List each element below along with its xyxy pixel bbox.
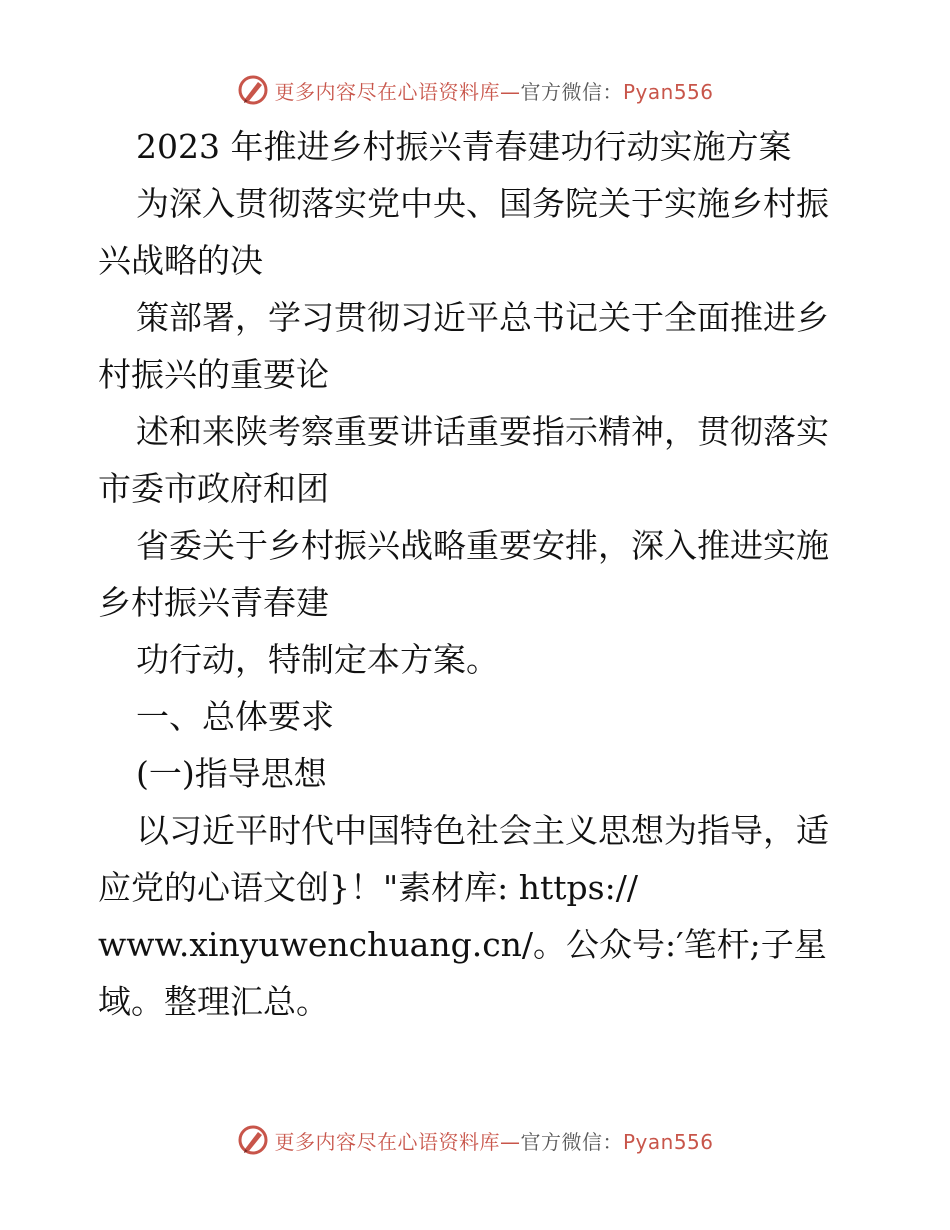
banner-official-label: 官方微信： <box>520 1129 623 1154</box>
paragraph-line: 功行动，特制定本方案。 <box>136 640 499 679</box>
document-title: 2023 年推进乡村振兴青春建功行动实施方案 <box>136 127 792 166</box>
paragraph-line: 为深入贯彻落实党中央、国务院关于实施乡村振 <box>136 184 829 223</box>
banner-wechat-id: Pyan556 <box>622 1129 714 1154</box>
paragraph-line: 应党的心语文创}！"素材库: https:// <box>98 868 638 907</box>
paragraph-line: 域。整理汇总。 <box>98 982 329 1021</box>
pen-logo-icon <box>236 73 270 107</box>
banner-brand: 更多内容尽在心语资料库 <box>274 79 500 104</box>
paragraph-line: 市委市政府和团 <box>98 469 329 508</box>
section-heading: 一、总体要求 <box>136 697 334 736</box>
paragraph-line: 述和来陕考察重要讲话重要指示精神，贯彻落实 <box>136 412 829 451</box>
paragraph-line: 以习近平时代中国特色社会主义思想为指导，适 <box>136 811 829 850</box>
paragraph-line: 省委关于乡村振兴战略重要安排，深入推进实施 <box>136 526 829 565</box>
banner-official-label: 官方微信： <box>520 79 623 104</box>
paragraph-line: 村振兴的重要论 <box>98 355 329 394</box>
paragraph-line: 乡村振兴青春建 <box>98 583 329 622</box>
paragraph-line: 策部署，学习贯彻习近平总书记关于全面推进乡 <box>136 298 829 337</box>
banner-separator: — <box>499 79 521 104</box>
banner-wechat-id: Pyan556 <box>622 79 714 104</box>
document-body <box>98 118 858 1030</box>
footer-banner <box>0 1120 950 1160</box>
subsection-heading: (一)指导思想 <box>136 754 327 793</box>
paragraph-line: www.xinyuwenchuang.cn/。公众号:′笔杆;子星 <box>98 925 827 964</box>
paragraph-line: 兴战略的决 <box>98 241 263 280</box>
banner-brand: 更多内容尽在心语资料库 <box>274 1129 500 1154</box>
pen-logo-icon <box>236 1123 270 1157</box>
header-banner <box>0 70 950 110</box>
banner-separator: — <box>499 1129 521 1154</box>
